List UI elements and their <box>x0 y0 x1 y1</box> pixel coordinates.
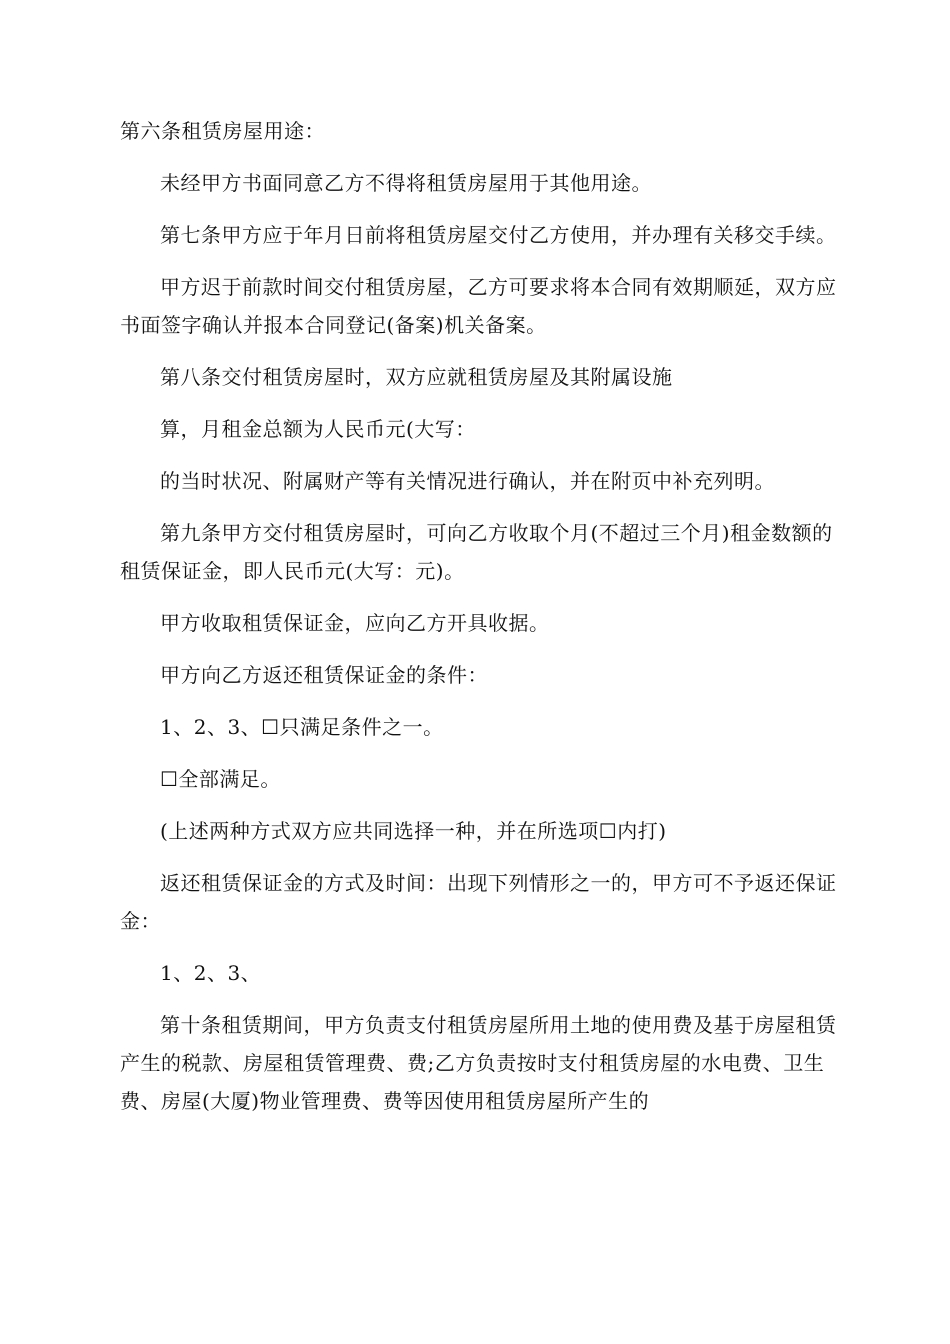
paragraph-deposit-receipt: 甲方收取租赁保证金，应向乙方开具收据。 <box>160 611 550 635</box>
paragraph-article-7: 第七条甲方应于年月日前将租赁房屋交付乙方使用，并办理有关移交手续。 <box>160 223 837 247</box>
paragraph-deposit-return-conditions: 甲方向乙方返还租赁保证金的条件： <box>160 663 488 687</box>
paragraph-monthly-rent: 算，月租金总额为人民币元(大写： <box>160 417 476 441</box>
paragraph-delay-extension: 甲方迟于前款时间交付租赁房屋，乙方可要求将本合同有效期顺延，双方应书面签字确认并报本合同登记(备案)机关备案。 <box>120 275 837 337</box>
paragraph-condition-option-all: ☐全部满足。 <box>160 767 281 791</box>
paragraph-article-10: 第十条租赁期间，甲方负责支付租赁房屋所用土地的使用费及基于房屋租赁产生的税款、房屋租赁管理费、费;乙方负责按时支付租赁房屋的水电费、卫生费、房屋(大厦)物业管理费、费等因使用租赁房屋所产生的 <box>120 1013 837 1113</box>
paragraph-article-6-heading: 第六条租赁房屋用途： <box>120 119 325 143</box>
paragraph-usage-restriction: 未经甲方书面同意乙方不得将租赁房屋用于其他用途。 <box>160 171 652 195</box>
document-body <box>120 112 840 1134</box>
paragraph-deposit-return-method: 返还租赁保证金的方式及时间：出现下列情形之一的，甲方可不予返还保证金： <box>120 871 837 933</box>
paragraph-list-items: 1、2、3、 <box>160 961 262 985</box>
paragraph-article-8: 第八条交付租赁房屋时，双方应就租赁房屋及其附属设施 <box>160 365 673 389</box>
paragraph-condition-option-one: 1、2、3、☐只满足条件之一。 <box>160 715 444 739</box>
paragraph-article-9: 第九条甲方交付租赁房屋时，可向乙方收取个月(不超过三个月)租金数额的租赁保证金，即人民币元(大写：元)。 <box>120 521 833 583</box>
paragraph-selection-note: (上述两种方式双方应共同选择一种，并在所选项☐内打) <box>160 819 667 843</box>
paragraph-condition-confirmation: 的当时状况、附属财产等有关情况进行确认，并在附页中补充列明。 <box>160 469 775 493</box>
